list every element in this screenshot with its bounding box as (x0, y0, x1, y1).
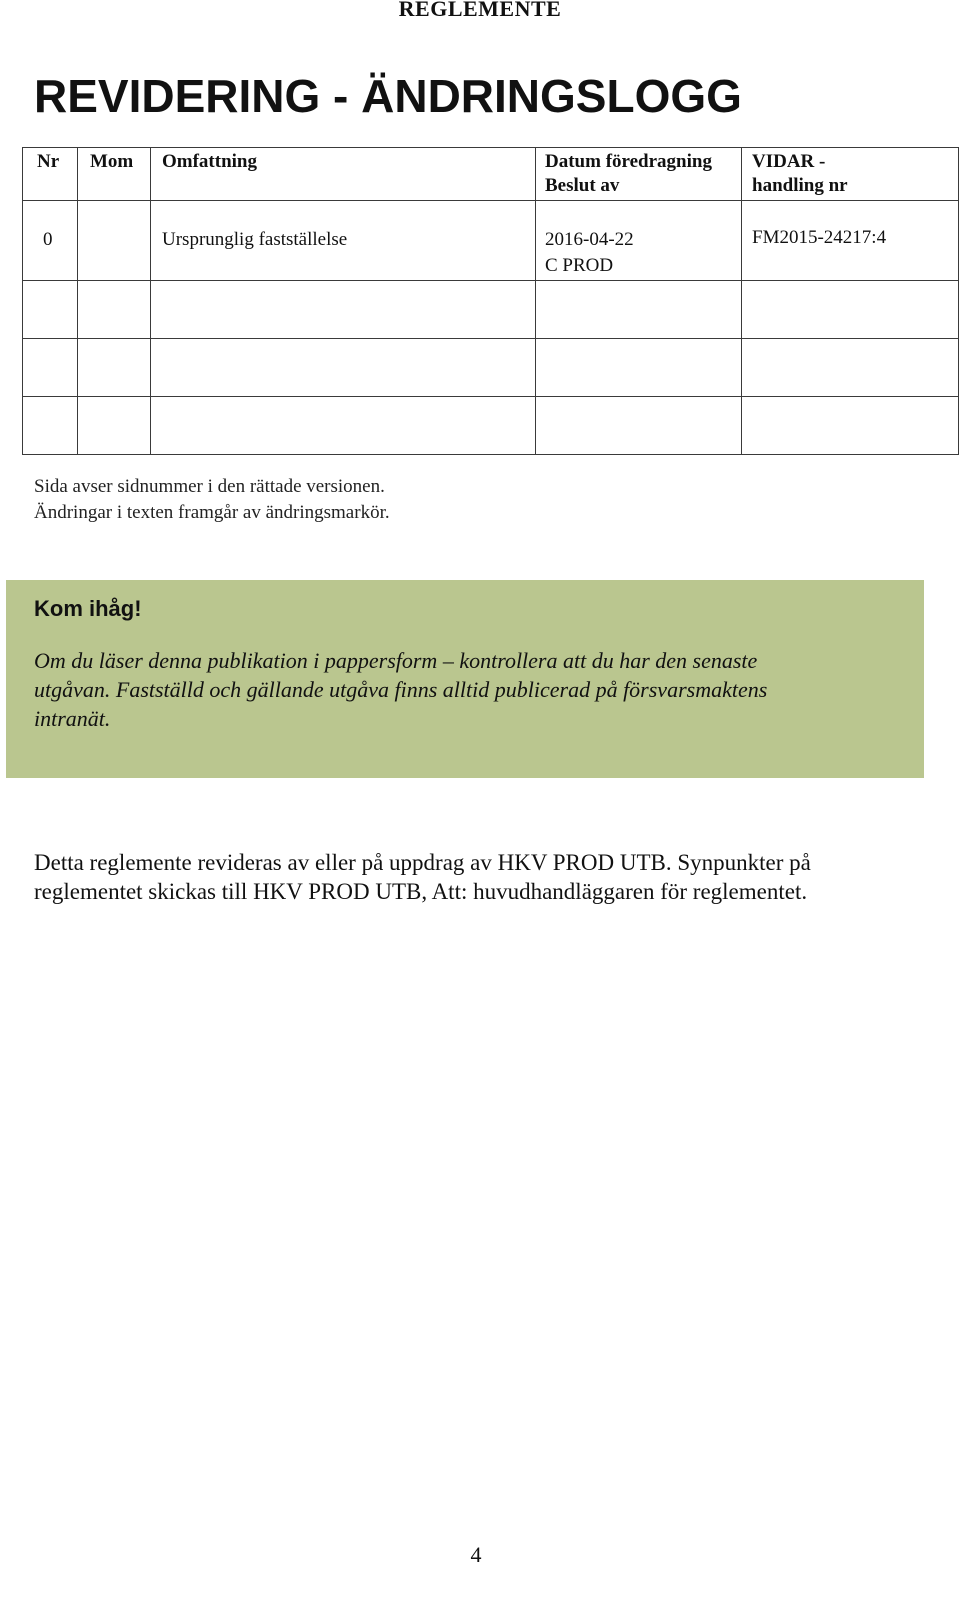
responsibility-paragraph (34, 848, 934, 906)
column-header-mom: Mom (78, 148, 151, 201)
reminder-text-line: intranät. (34, 706, 111, 731)
empty-cell (536, 397, 742, 455)
table-row-empty (23, 339, 959, 397)
empty-cell (78, 281, 151, 339)
cell-omfattning: Ursprunglig fastställelse (151, 201, 536, 281)
column-header-datum (536, 148, 742, 201)
reminder-text-line: utgåvan. Fastställd och gällande utgåva finns alltid publicerad på försvarsmaktens (34, 677, 768, 702)
empty-cell (742, 397, 959, 455)
table-notes (34, 474, 390, 526)
note-change-markers: Ändringar i texten framgår av ändringsmarkör. (34, 502, 390, 523)
table-header-row (23, 148, 959, 201)
empty-cell (151, 281, 536, 339)
reminder-text (34, 646, 904, 733)
cell-datum-beslut: C PROD (545, 255, 614, 276)
empty-cell (151, 397, 536, 455)
empty-cell (742, 281, 959, 339)
empty-cell (23, 281, 78, 339)
table-row-empty (23, 397, 959, 455)
revision-log-table (22, 147, 959, 455)
running-header: REGLEMENTE (398, 0, 562, 21)
column-header-datum-line1: Datum föredragning (545, 151, 712, 172)
empty-cell (536, 339, 742, 397)
cell-vidar: FM2015-24217:4 (742, 201, 959, 281)
column-header-nr: Nr (23, 148, 78, 201)
reminder-box (6, 580, 924, 778)
column-header-datum-line2: Beslut av (545, 175, 620, 196)
cell-nr: 0 (23, 201, 78, 281)
cell-datum (536, 201, 742, 281)
empty-cell (536, 281, 742, 339)
empty-cell (78, 397, 151, 455)
reminder-title: Kom ihåg! (34, 596, 142, 621)
cell-mom (78, 201, 151, 281)
empty-cell (742, 339, 959, 397)
cell-datum-date: 2016-04-22 (545, 229, 634, 250)
empty-cell (78, 339, 151, 397)
page-number: 4 (470, 1542, 482, 1567)
empty-cell (23, 397, 78, 455)
note-page-reference: Sida avser sidnummer i den rättade versionen. (34, 476, 385, 497)
column-header-omfattning: Omfattning (151, 148, 536, 201)
reminder-text-line: Om du läser denna publikation i pappersform – kontrollera att du har den senaste (34, 648, 758, 673)
responsibility-line: Detta reglemente revideras av eller på uppdrag av HKV PROD UTB. Synpunkter på (34, 850, 811, 875)
table-row-empty (23, 281, 959, 339)
page-title: REVIDERING - ÄNDRINGSLOGG (34, 70, 742, 122)
table-row (23, 201, 959, 281)
column-header-vidar (742, 148, 959, 201)
responsibility-line: reglementet skickas till HKV PROD UTB, Att: huvudhandläggaren för reglementet. (34, 879, 808, 904)
empty-cell (23, 339, 78, 397)
empty-cell (151, 339, 536, 397)
column-header-vidar-line1: VIDAR - (752, 151, 826, 172)
column-header-vidar-line2: handling nr (752, 175, 848, 196)
